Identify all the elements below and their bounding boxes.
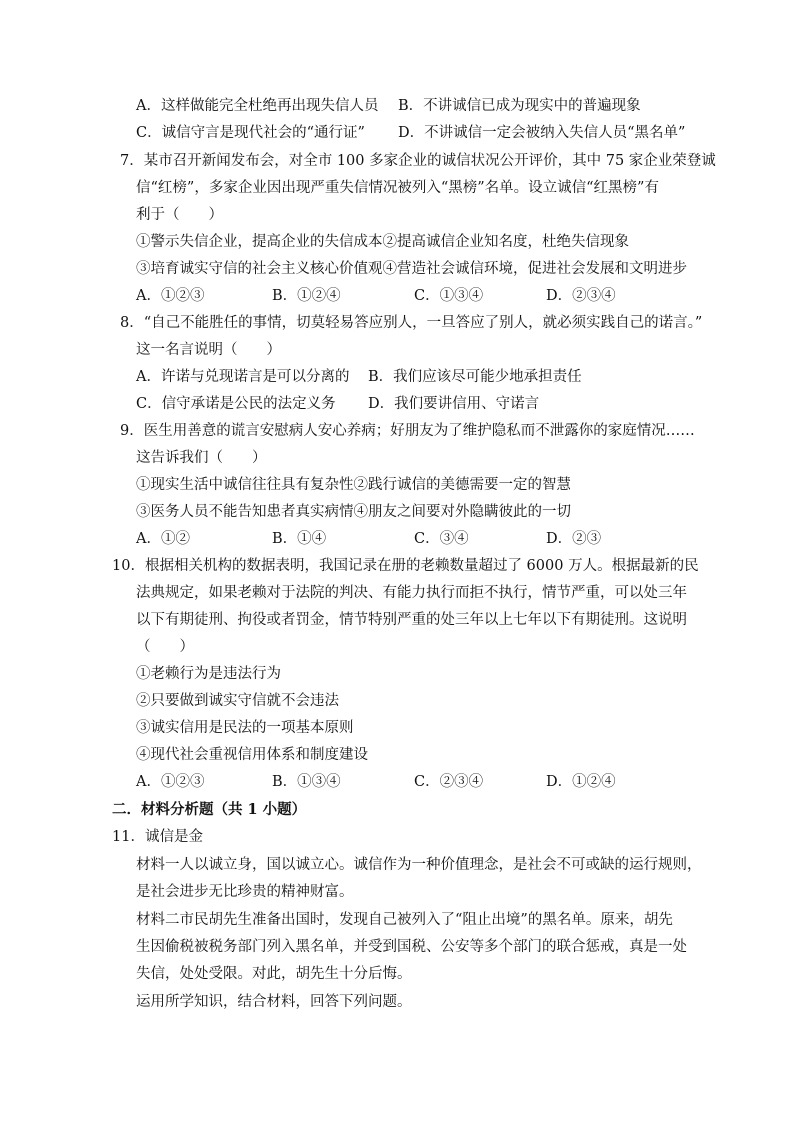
section-heading: 二．材料分析题（共 1 小题）	[112, 801, 307, 818]
q10-statement-1: ①老赖行为是违法行为	[136, 666, 281, 682]
q10-stem-line-4: （ ）	[136, 639, 194, 655]
q7-stem-line-2: 信“红榜”，多家企业因出现严重失信情况被列入“黑榜”名单。设立诚信“红黑榜”有	[136, 180, 659, 196]
q6-option-a: A．这样做能完全杜绝再出现失信人员	[136, 98, 379, 114]
q11-material-2-line-3: 失信，处处受限。对此，胡先生十分后悔。	[136, 966, 412, 982]
q7-statement-2: ③培育诚实守信的社会主义核心价值观④营造社会诚信环境，促进社会发展和文明进步	[136, 261, 687, 277]
q8-option-c: C．信守承诺是公民的法定义务	[136, 396, 336, 412]
q10-stem-line-3: 以下有期徒刑、拘役或者罚金，情节特别严重的处三年以上七年以下有期徒刑。这说明	[136, 612, 687, 628]
q8-stem-line-2: 这一名言说明（ ）	[136, 342, 281, 358]
q9-option-b: B．①④	[272, 531, 327, 547]
q9-option-c: C．③④	[414, 531, 469, 547]
q7-option-a: A．①②③	[136, 288, 205, 304]
q8-option-b: B．我们应该尽可能少地承担责任	[368, 369, 582, 385]
q10-option-a: A．①②③	[136, 774, 205, 790]
q6-option-d: D．不讲诚信一定会被纳入失信人员“黑名单”	[398, 125, 686, 141]
q11-material-2-line-1: 材料二市民胡先生准备出国时，发现自己被列入了“阻止出境”的黑名单。原来，胡先	[136, 912, 673, 928]
q7-option-c: C．①③④	[414, 288, 484, 304]
q11-instruction: 运用所学知识，结合材料，回答下列问题。	[136, 994, 412, 1010]
q9-stem-line-1: 9．医生用善意的谎言安慰病人安心养病；好朋友为了维护隐私而不泄露你的家庭情况……	[120, 423, 695, 439]
q7-stem-line-1: 7．某市召开新闻发布会，对全市 100 多家企业的诚信状况公开评价，其中 75 家企业荣登诚	[120, 153, 716, 169]
q7-option-d: D．②③④	[546, 288, 616, 304]
q11-title: 11．诚信是金	[112, 829, 203, 845]
q11-material-2-line-2: 生因偷税被税务部门列入黑名单，并受到国税、公安等多个部门的联合惩戒，真是一处	[136, 939, 687, 955]
q6-option-c: C．诚信守言是现代社会的“通行证”	[136, 125, 365, 141]
q10-statement-2: ②只要做到诚实守信就不会违法	[136, 693, 339, 709]
q11-material-1-line-1: 材料一人以诚立身，国以诚立心。诚信作为一种价值理念，是社会不可或缺的运行规则，	[136, 857, 702, 873]
q7-stem-line-3: 利于（ ）	[136, 207, 223, 223]
q8-option-d: D．我们要讲信用、守诺言	[368, 396, 540, 412]
q9-statement-1: ①现实生活中诚信往往具有复杂性②践行诚信的美德需要一定的智慧	[136, 477, 571, 493]
q7-option-b: B．①②④	[272, 288, 341, 304]
q10-option-d: D．①②④	[546, 774, 616, 790]
q10-option-b: B．①③④	[272, 774, 341, 790]
q10-stem-line-1: 10．根据相关机构的数据表明，我国记录在册的老赖数量超过了 6000 万人。根据最新的民	[112, 558, 699, 574]
q11-material-1-line-2: 是社会进步无比珍贵的精神财富。	[136, 884, 354, 900]
q7-statement-1: ①警示失信企业，提高企业的失信成本②提高诚信企业知名度，杜绝失信现象	[136, 234, 629, 250]
q9-stem-line-2: 这告诉我们（ ）	[136, 450, 267, 466]
q10-statement-3: ③诚实信用是民法的一项基本原则	[136, 720, 354, 736]
q10-option-c: C．②③④	[414, 774, 484, 790]
q9-option-d: D．②③	[546, 531, 602, 547]
q10-statement-4: ④现代社会重视信用体系和制度建设	[136, 747, 368, 763]
q9-option-a: A．①②	[136, 531, 190, 547]
q8-option-a: A．许诺与兑现诺言是可以分离的	[136, 369, 350, 385]
q8-stem-line-1: 8．“自己不能胜任的事情，切莫轻易答应别人，一旦答应了别人，就必须实践自己的诺言。”	[120, 315, 703, 331]
q9-statement-2: ③医务人员不能告知患者真实病情④朋友之间要对外隐瞒彼此的一切	[136, 504, 571, 520]
q6-option-b: B．不讲诚信已成为现实中的普遍现象	[398, 98, 641, 114]
q10-stem-line-2: 法典规定，如果老赖对于法院的判决、有能力执行而拒不执行，情节严重，可以处三年	[136, 585, 687, 601]
